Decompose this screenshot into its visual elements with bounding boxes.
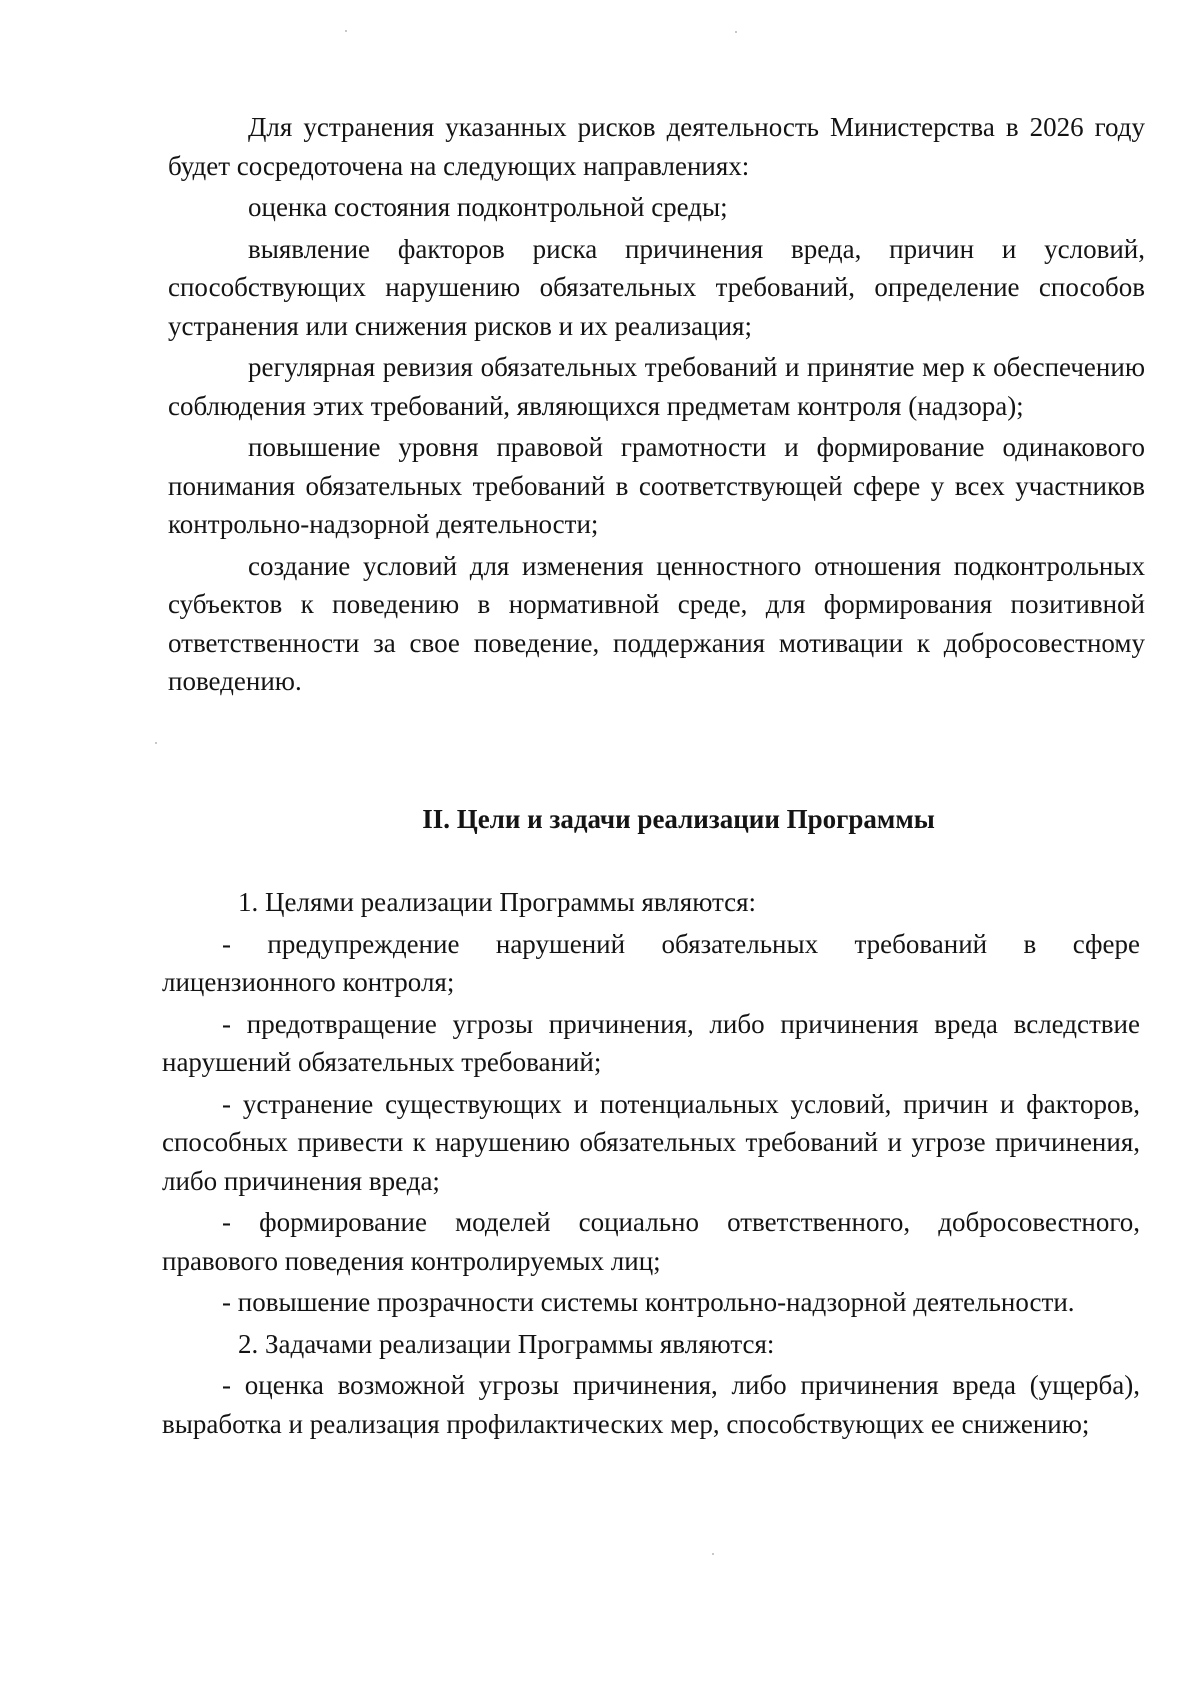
goal-item: - повышение прозрачности системы контрольно-надзорной деятельности. (222, 1287, 1075, 1317)
section-heading-text: II. Цели и задачи реализации Программы (422, 804, 935, 834)
goal-item: - предотвращение угрозы причинения, либо причинения вреда вследствие нарушений обязательных требований; (162, 1008, 1140, 1077)
scan-speck (735, 31, 737, 33)
scan-speck (712, 1553, 714, 1555)
risk-mitigation-section (168, 108, 1145, 701)
task-item: - оценка возможной угрозы причинения, либо причинения вреда (ущерба), выработка и реализация профилактических мер, способствующих ее снижению; (162, 1370, 1140, 1439)
goal-item: - формирование моделей социально ответственного, добросовестного, правового поведения контролируемых лиц; (162, 1207, 1140, 1276)
scan-speck (155, 742, 157, 744)
goal-item: - предупреждение нарушений обязательных требований в сфере лицензионного контроля; (162, 928, 1140, 997)
tasks-title: 2. Задачами реализации Программы являются: (238, 1328, 775, 1359)
goals-title: 1. Целями реализации Программы являются: (238, 887, 757, 917)
direction-item: создание условий для изменения ценностного отношения подконтрольных субъектов к поведению в нормативной среде, для формирования позитивной ответственности за свое поведение, поддержания мотивации к добросовестному поведению. (168, 550, 1145, 696)
goal-item: - устранение существующих и потенциальных условий, причин и факторов, способных привести к нарушению обязательных требований и угрозе причинения, либо причинения вреда; (162, 1088, 1140, 1196)
direction-item: повышение уровня правовой грамотности и формирование одинакового понимания обязательных требований в соответствующей сфере у всех участников контрольно-надзорной деятельности; (168, 432, 1145, 539)
section-heading (168, 800, 1145, 838)
intro-paragraph: Для устранения указанных рисков деятельность Министерства в 2026 году будет сосредоточена на следующих направлениях: (168, 112, 1145, 181)
direction-item: регулярная ревизия обязательных требований и принятие мер к обеспечению соблюдения этих требований, являющихся предметам контроля (надзора); (168, 352, 1145, 421)
scan-speck (345, 30, 347, 32)
direction-item: выявление факторов риска причинения вреда, причин и условий, способствующих нарушению обязательных требований, определение способов устранения или снижения рисков и их реализация; (168, 233, 1145, 341)
direction-item: оценка состояния подконтрольной среды; (248, 192, 728, 222)
goals-and-tasks-section (162, 883, 1140, 1443)
